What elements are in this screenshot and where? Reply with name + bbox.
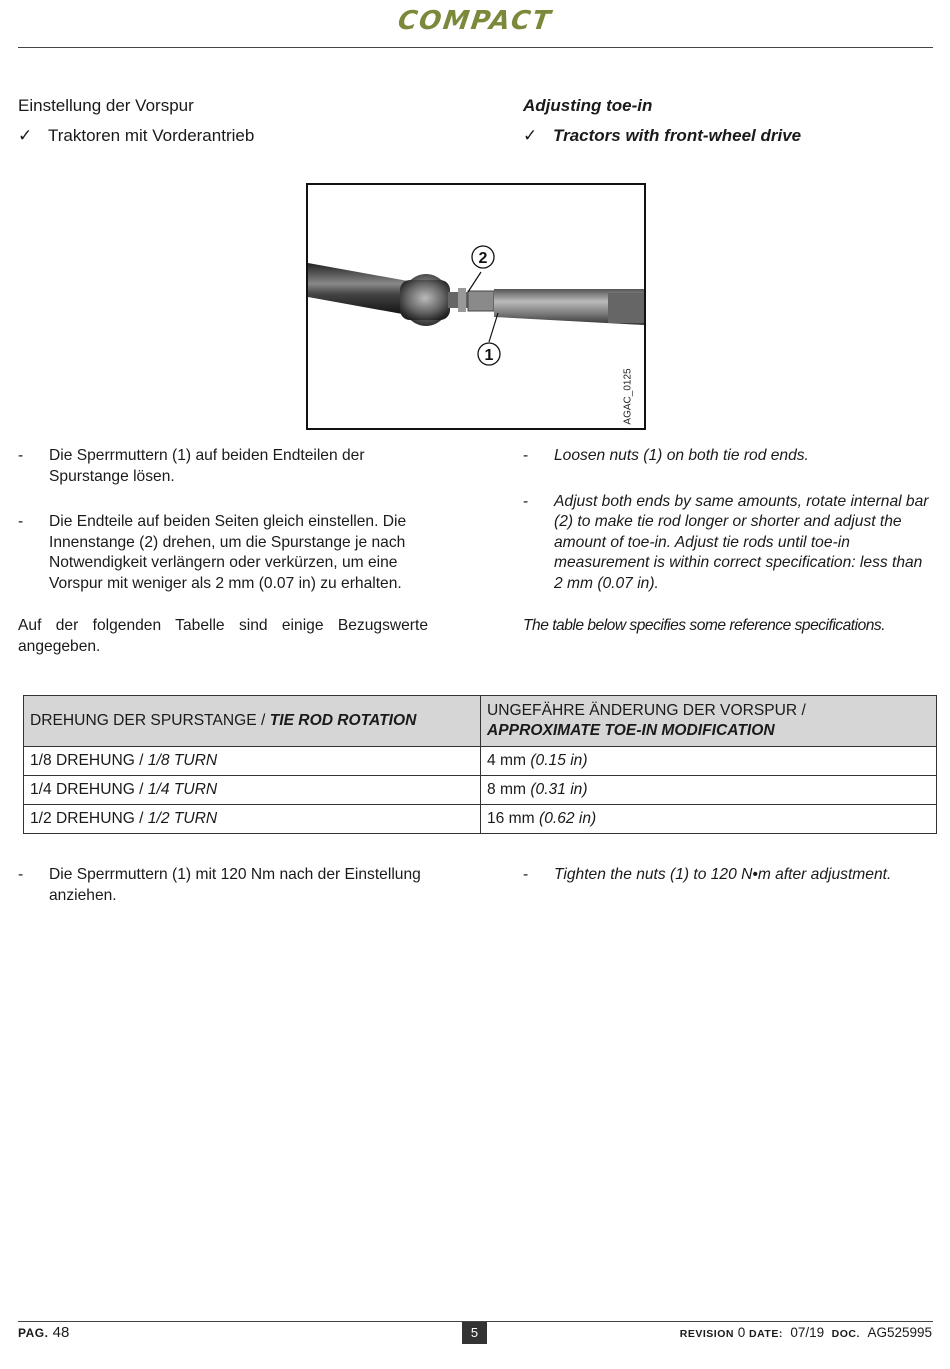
steps-en [523,446,933,637]
list-item [523,492,933,595]
column-header-toe-in: UNGEFÄHRE ÄNDERUNG DER VORSPUR / APPROXIMATE TOE-IN MODIFICATION [481,696,937,747]
doc-value: AG525995 [867,1325,932,1340]
step-text: Adjust both ends by same amounts, rotate internal bar (2) to make tie rod longer or shorter and adjust the amount of toe-in. Adjust tie rods until toe-in measurement is within correct specification: less than 2 mm (0.07 in). [554,492,929,592]
step-text: Die Sperrmuttern (1) auf beiden Endteilen der Spurstange lösen. [49,447,365,485]
page-label: PAG. [18,1326,49,1340]
list-item [18,865,428,906]
date-value: 07/19 [790,1325,825,1340]
list-item [18,512,428,594]
tie-rod-photo [306,183,646,430]
table-row [24,776,937,805]
final-step-en [523,865,933,886]
section-title-de: Einstellung der Vorspur [18,96,194,115]
check-text-de: Traktoren mit Vorderantrieb [48,126,255,145]
check-line-en [523,126,933,146]
table-cell-toe-in: 4 mm (0.15 in) [481,747,937,776]
table-row [24,747,937,776]
bullet-dash: - [18,447,24,464]
tie-rod-illustration [308,185,644,428]
table-cell-rotation: 1/8 DREHUNG / 1/8 TURN [24,747,481,776]
toe-in-table [23,695,937,834]
callout-1-label: 1 [484,347,494,364]
bullet-dash: - [523,447,529,464]
step-text: Die Sperrmuttern (1) mit 120 Nm nach der Einstellung anziehen. [49,866,421,904]
date-label: DATE: [749,1328,783,1340]
check-line-de [18,126,428,146]
revision-value: 0 [737,1325,746,1340]
brand-logo: COMPACT [395,6,555,36]
bullet-dash: - [523,866,529,883]
table-intro-en: The table below specifies some reference specifications. [523,617,886,634]
table-intro-de: Auf der folgenden Tabelle sind einige Bezugswerte angegeben. [18,617,428,655]
bullet-dash: - [18,513,24,530]
header-divider [18,47,933,48]
section-title-en: Adjusting toe-in [523,96,653,115]
table-cell-toe-in: 16 mm (0.62 in) [481,805,937,834]
bullet-dash: - [523,492,529,510]
steps-de [18,446,428,657]
check-text-en: Tractors with front-wheel drive [553,126,802,145]
revision-info [680,1325,932,1340]
step-text: Die Endteile auf beiden Seiten gleich einstellen. Die Innenstange (2) drehen, um die Spurstange je nach Notwendigkeit verlängern oder verkürzen, um eine Vorspur mit weniger als 2 mm (0.07 in) zu erhalten. [49,513,407,592]
table-header-row [24,696,937,747]
step-text: Tighten the nuts (1) to 120 N•m after adjustment. [554,866,892,883]
final-step-de [18,865,428,906]
checkmark-icon: ✓ [523,126,538,145]
checkmark-icon: ✓ [18,126,33,145]
list-item [18,446,428,487]
table-cell-rotation: 1/2 DREHUNG / 1/2 TURN [24,805,481,834]
table-cell-toe-in: 8 mm (0.31 in) [481,776,937,805]
column-header-rotation: DREHUNG DER SPURSTANGE / TIE ROD ROTATION [24,696,481,747]
page-value: 48 [52,1324,70,1341]
bullet-dash: - [18,866,24,883]
list-item [523,446,933,467]
step-text: Loosen nuts (1) on both tie rod ends. [554,447,809,464]
doc-label: DOC. [831,1328,860,1340]
page-number [18,1324,69,1341]
table-row [24,805,937,834]
table-cell-rotation: 1/4 DREHUNG / 1/4 TURN [24,776,481,805]
revision-label: REVISION [679,1328,734,1340]
figure-code: AGAC_0125 [622,368,634,425]
section-number-badge: 5 [462,1322,487,1344]
callout-2-label: 2 [478,250,488,267]
list-item [523,865,933,886]
